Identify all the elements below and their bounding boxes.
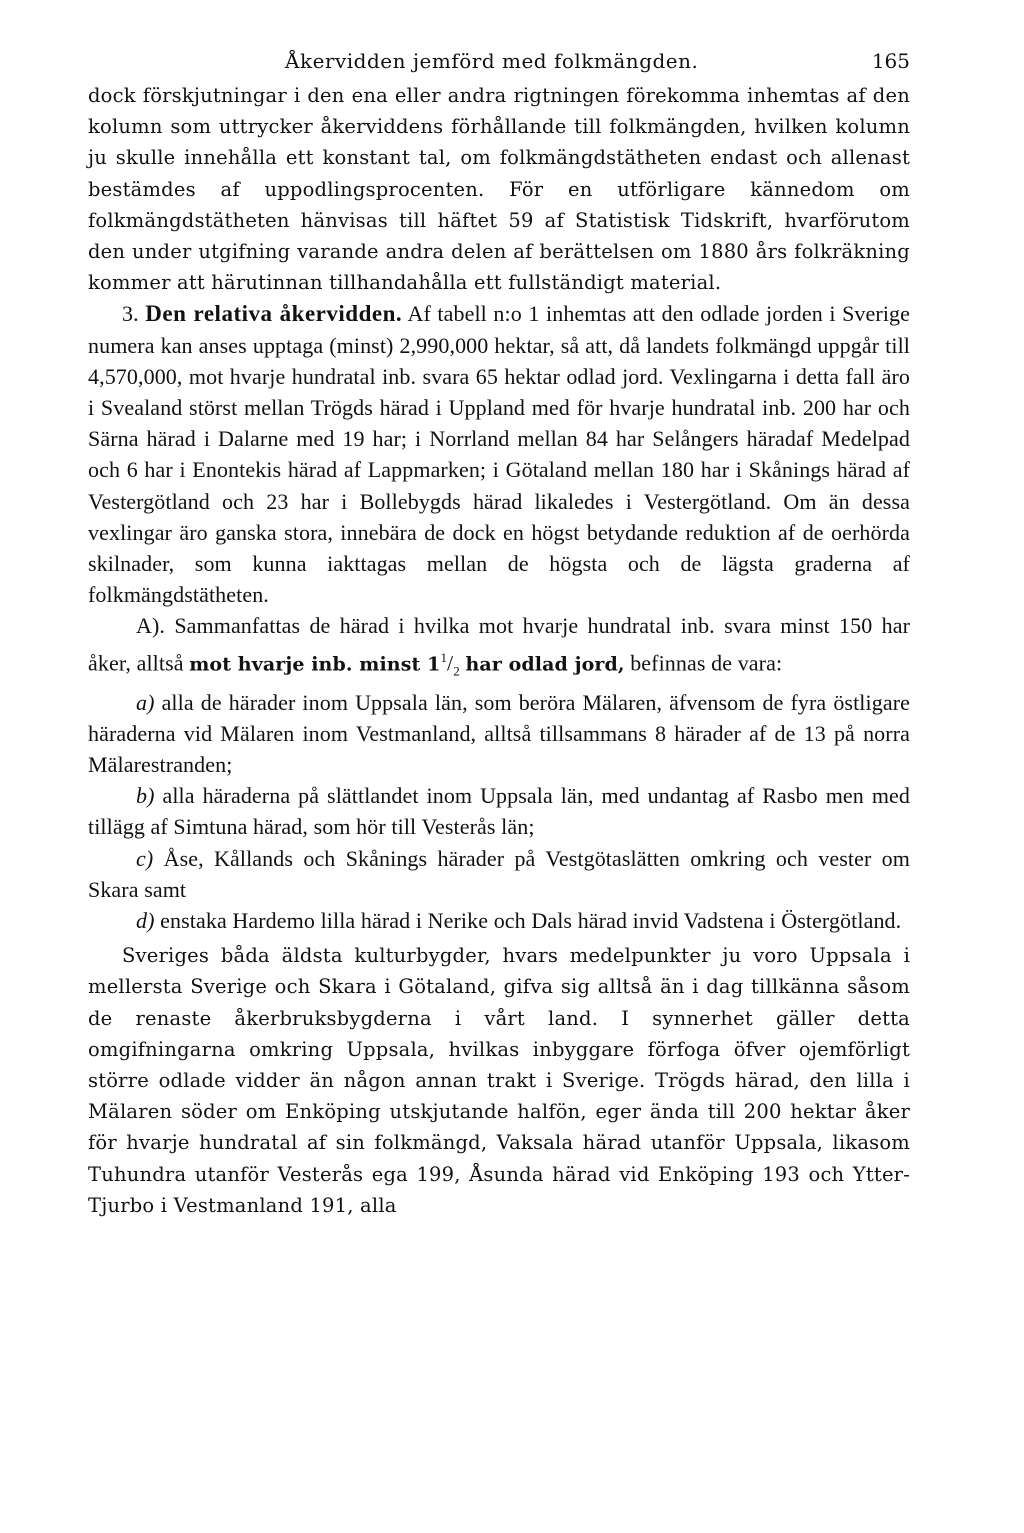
paragraph-3-emphasis-2: har odlad jord, [465,652,625,675]
list-item-b-text: alla häraderna på slättlandet inom Uppsala län, med undantag af Rasbo men med tillägg af Simtuna härad, som hör till Vesterås län; [88,783,910,840]
paragraph-3-emphasis-1: mot hvarje inb. minst 1 [189,652,441,675]
list-item-c-letter: c) [136,845,154,871]
section-heading: Den relativa åkervidden. [145,301,403,327]
list-item-b-letter: b) [136,783,155,809]
list-item-a-text: alla de härader inom Uppsala län, som beröra Mälaren, äfvensom de fyra östligare häraderna vid Mälaren inom Vestmanland, alltså tillsammans 8 härader af de 13 på norra Mälarestranden; [88,689,910,777]
paragraph-3-tail: befinnas de vara: [630,649,783,675]
body-text [88,80,910,1221]
paragraph-4: Sveriges båda äldsta kulturbygder, hvars medelpunkter ju voro Uppsala i mellersta Sverige och Skara i Götaland, gifva sig alltså än i dag tillkänna såsom de renaste åkerbruksbygderna i vårt land. I synnerhet gäller detta omgifningarna omkring Uppsala, hvilkas inbyggare förfoga öfver ojemförligt större odlade vidder än någon annan trakt i Sverige. Trögds härad, den lilla i Mälaren söder om Enköping utskjutande halfön, eger ända till 200 hektar åker för hvarje hundratal af sin folkmängd, Vaksala härad utanför Uppsala, likasom Tuhundra utanför Vesterås ega 199, Åsunda härad vid Enköping 193 och Ytter-Tjurbo i Vestmanland 191, alla [88,944,910,1217]
list-item-a-letter: a) [136,689,155,715]
running-title: Åkervidden jemförd med folkmängden. [285,49,699,73]
section-number: 3. [122,301,139,327]
fraction-denominator: 2 [453,663,460,679]
list-item-d [88,905,910,936]
page-header [88,44,910,80]
page-number: 165 [871,49,910,73]
list-item-d-text: enstaka Hardemo lilla härad i Nerike och Dals härad invid Vadstena i Östergötland. [160,908,902,933]
list-item-b [88,780,910,842]
list-item-c [88,843,910,905]
paragraph-2-text: Af tabell n:o 1 inhemtas att den odlade jorden i Sverige numera kan anses upptaga (minst) 2,990,000 hektar, så att, då landets folkmängd uppgår till 4,570,000, mot hvarje hundratal inb. svara 65 hektar odlad jord. Vexlingarna i detta fall äro i Svealand störst mellan Trögds härad i Uppland med för hvarje hundratal inb. 200 har och Särna härad i Dalarne med 19 har; i Norrland mellan 84 har Selångers häradaf Medelpad och 6 har i Enontekis härad af Lappmarken; i Götaland mellan 180 har i Skånings härad af Vestergötland och 23 har i Bollebygds härad likaledes i Vestergötland. Om än dessa vexlingar äro ganska stora, innebära de dock en högst betydande reduktion af de oerhörda skilnader, som kunna iakttagas mellan de högsta och de lägsta graderna af folkmängdstätheten. [88,301,910,608]
paragraph-3: A). Sammanfattas de härad i hvilka mot hvarje hundratal inb. svara minst 150 har åker, alltså mot hvarje inb. minst $1^1/_2$ har odlad jord, befinnas de vara: [88,613,910,679]
list-item-d-letter: d) [136,908,155,933]
paragraph-2 [88,298,910,610]
paragraph-3-lead: A). Sammanfattas de härad i hvilka mot hvarje hundratal inb. svara minst 150 har åker, alltså [88,613,910,675]
paragraph-1: dock förskjutningar i den ena eller andra rigtningen förekomma inhemtas af den kolumn som uttrycker åkerviddens förhållande till folkmängden, hvilken kolumn ju skulle innehålla ett konstant tal, om folkmängdstätheten endast och allenast bestämdes af uppodlingsprocenten. För en utförligare kännedom om folkmängdstätheten hänvisas till häftet 59 af Statistisk Tidskrift, hvarförutom den under utgifning varande andra delen af berättelsen om 1880 års folkräkning kommer att härutinnan tillhandahålla ett fullständigt material. [88,84,910,295]
fraction-numerator: 1 [440,649,448,665]
document-page [88,44,910,1221]
list-item-a [88,687,910,781]
list-item-c-text: Åse, Kållands och Skånings härader på Vestgötaslätten omkring och vester om Skara samt [88,845,910,902]
